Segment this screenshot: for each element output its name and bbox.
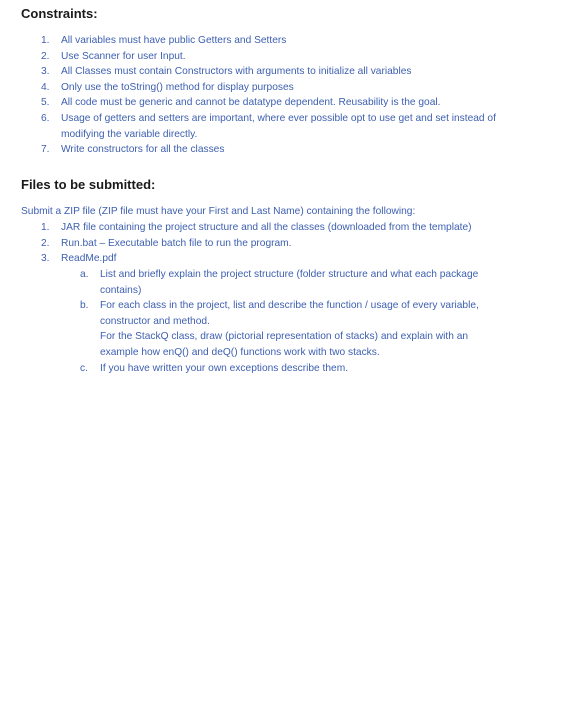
constraint-item: [41, 80, 496, 96]
list-item-text: Write constructors for all the classes: [61, 144, 225, 156]
constraints-heading: Constraints:: [21, 6, 98, 21]
constraint-item: [41, 33, 496, 49]
list-number: 5.: [41, 97, 50, 109]
list-number: b.: [80, 300, 89, 312]
constraint-item: [41, 111, 496, 142]
readme-sublist: [80, 267, 479, 376]
list-number: 4.: [41, 81, 50, 93]
list-number: 2.: [41, 50, 50, 62]
list-item-text: For each class in the project, list and describe the function / usage of every variable,: [100, 300, 479, 312]
constraint-item: [41, 142, 496, 158]
list-item-text: List and briefly explain the project structure (folder structure and what each package: [100, 269, 479, 280]
file-item: [41, 220, 472, 236]
constraint-item: [41, 95, 496, 111]
list-item-text: constructor and method.: [100, 315, 210, 327]
list-item-text: All variables must have public Getters and Setters: [61, 35, 287, 46]
list-item-text: Run.bat – Executable batch file to run the program.: [61, 237, 292, 249]
list-number: 3.: [41, 253, 50, 265]
list-number: c.: [80, 362, 88, 374]
list-number: 7.: [41, 144, 50, 156]
file-item: [41, 251, 472, 267]
constraint-item: [41, 64, 496, 80]
list-number: 1.: [41, 222, 50, 233]
list-item-text: Usage of getters and setters are important, where ever possible opt to use get and set instead of: [61, 112, 496, 124]
list-item-text: modifying the variable directly.: [61, 128, 198, 140]
list-item-text: If you have written your own exceptions describe them.: [100, 362, 349, 374]
files-heading: Files to be submitted:: [21, 177, 156, 192]
readme-subitem: [80, 361, 479, 377]
list-number: a.: [80, 269, 89, 280]
list-item-text: JAR file containing the project structure and all the classes (downloaded from the template): [61, 222, 472, 233]
list-item-text: All Classes must contain Constructors with arguments to initialize all variables: [61, 66, 412, 78]
files-list: [41, 220, 472, 267]
file-item: [41, 236, 472, 252]
list-item-text: ReadMe.pdf: [61, 253, 117, 265]
list-number: 3.: [41, 66, 50, 78]
list-number: 6.: [41, 112, 50, 124]
readme-subitem: [80, 267, 479, 298]
list-number: 2.: [41, 237, 50, 249]
constraints-list: [41, 33, 496, 158]
list-number: 1.: [41, 35, 50, 46]
list-item-text: contains): [100, 284, 142, 296]
constraint-item: [41, 49, 496, 65]
readme-subitem: [80, 298, 479, 360]
list-item-text: Use Scanner for user Input.: [61, 50, 186, 62]
files-intro: Submit a ZIP file (ZIP file must have your First and Last Name) containing the following:: [21, 206, 416, 217]
list-item-text: Only use the toString() method for display purposes: [61, 81, 294, 93]
list-item-text: example how enQ() and deQ() functions work with two stacks.: [100, 346, 380, 358]
list-item-text: For the StackQ class, draw (pictorial representation of stacks) and explain with an: [100, 331, 469, 343]
list-item-text: All code must be generic and cannot be datatype dependent. Reusability is the goal.: [61, 97, 441, 109]
